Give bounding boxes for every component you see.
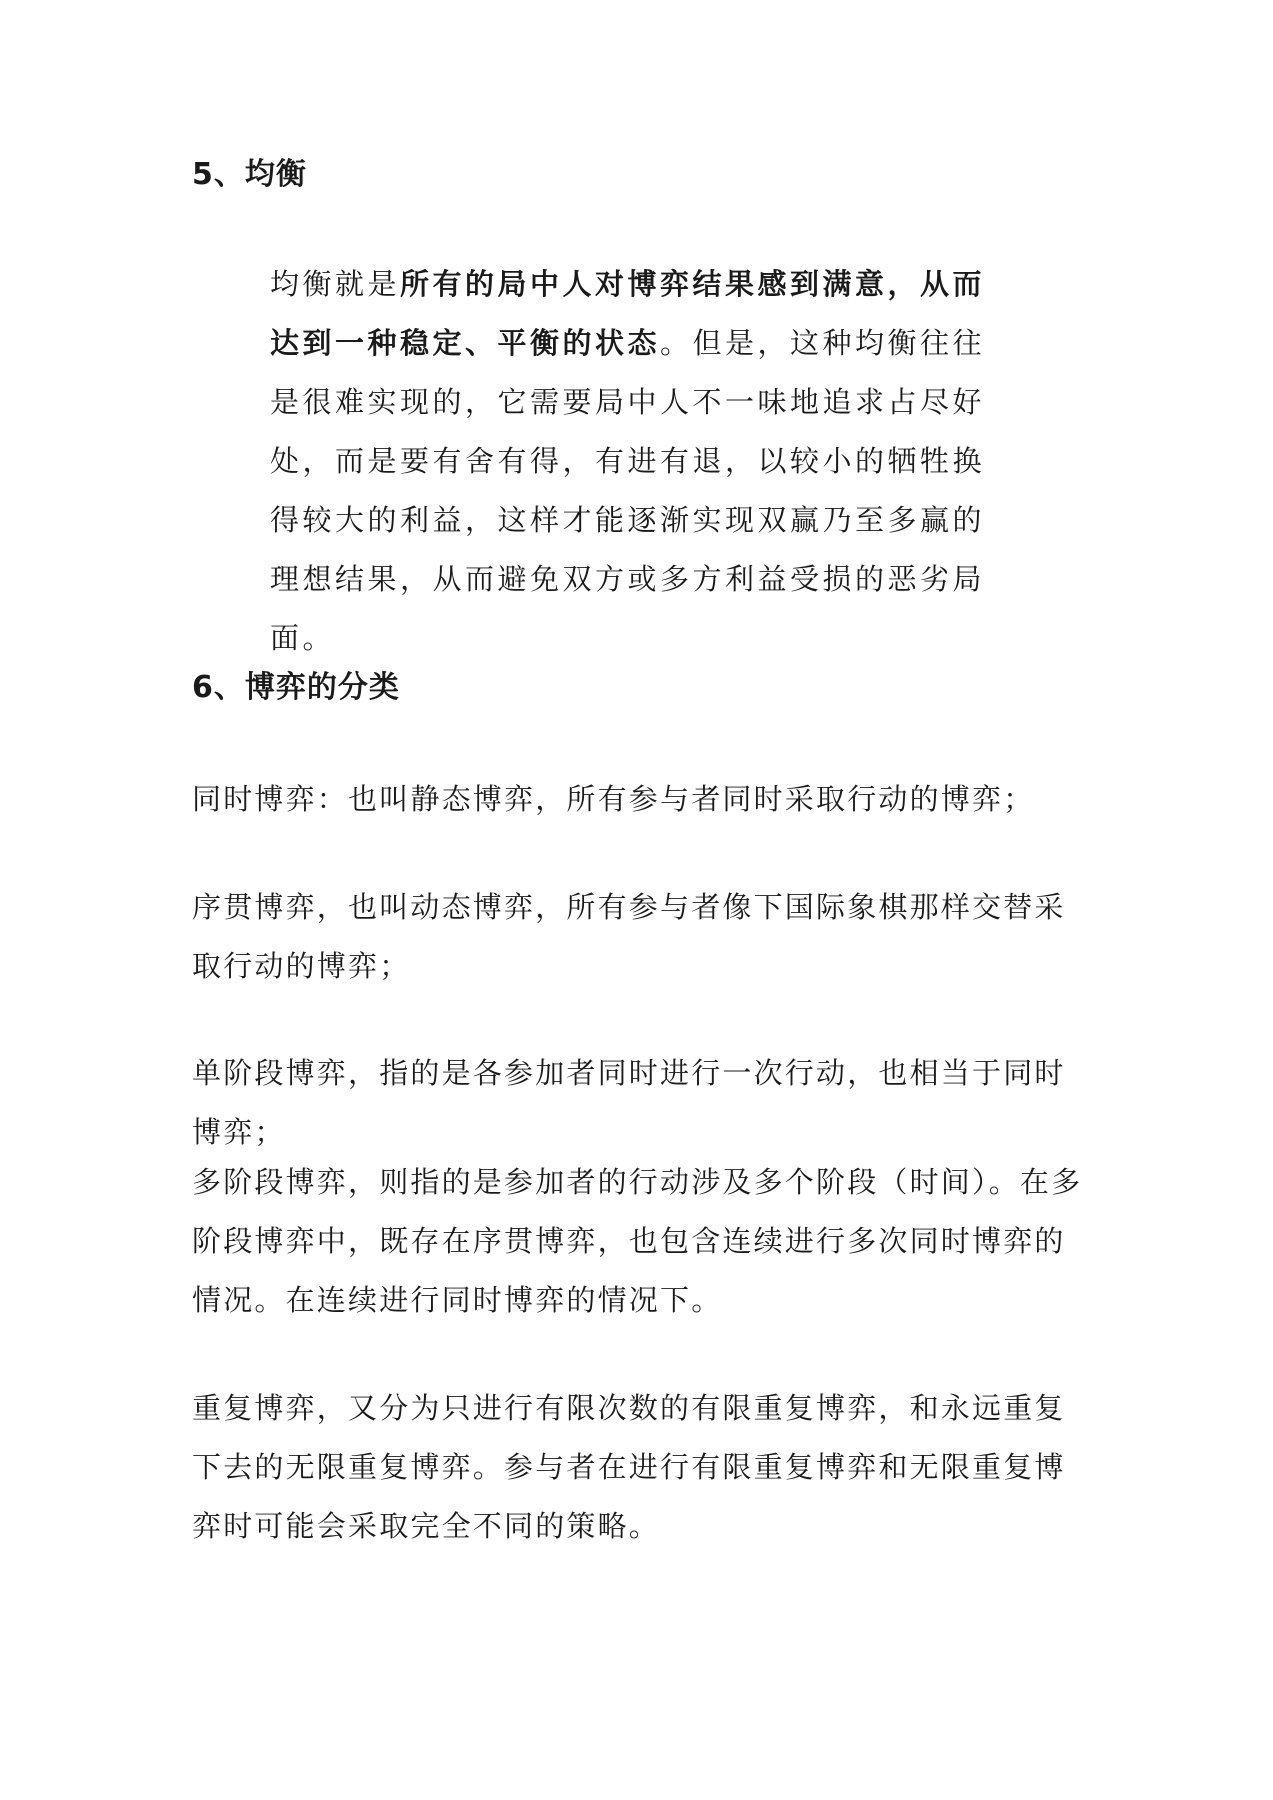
section-5-heading: 5、均衡 [192,157,307,192]
paragraph-sequential-game: 序贯博弈，也叫动态博弈，所有参与者像下国际象棋那样交替采取行动的博弈； [192,890,1066,983]
paragraph-multi-stage-game: 多阶段博弈，则指的是参加者的行动涉及多个阶段（时间）。在多阶段博弈中，既存在序贯博弈，也包含连续进行多次同时博弈的情况。在连续进行同时博弈的情况下。 [192,1165,1083,1317]
paragraph-single-stage-game: 单阶段博弈，指的是各参加者同时进行一次行动，也相当于同时博弈； [192,1056,1066,1149]
paragraph-simultaneous-game: 同时博弈：也叫静态博弈，所有参与者同时采取行动的博弈； [192,782,1035,816]
paragraph-repeated-game: 重复博弈，又分为只进行有限次数的有限重复博弈，和永远重复下去的无限重复博弈。参与者在进行有限重复博弈和无限重复博弈时可能会采取完全不同的策略。 [192,1391,1066,1543]
quote-rest-text: 。但是，这种均衡往往是很难实现的，它需要局中人不一味地追求占尽好处，而是要有舍有得，有进有退，以较小的牺牲换得较大的利益，这样才能逐渐实现双赢乃至多赢的理想结果，从而避免双方或多方利益受损的恶劣局面。 [270,326,986,655]
quote-lead-text: 均衡就是 [270,267,401,301]
section-6-heading: 6、博弈的分类 [192,670,400,705]
section-5-quote-paragraph [270,255,1015,668]
quote-bold-text: 所有的局中人对博弈结果感到满意，从而达到一种稳定、平衡的状态 [270,267,986,360]
